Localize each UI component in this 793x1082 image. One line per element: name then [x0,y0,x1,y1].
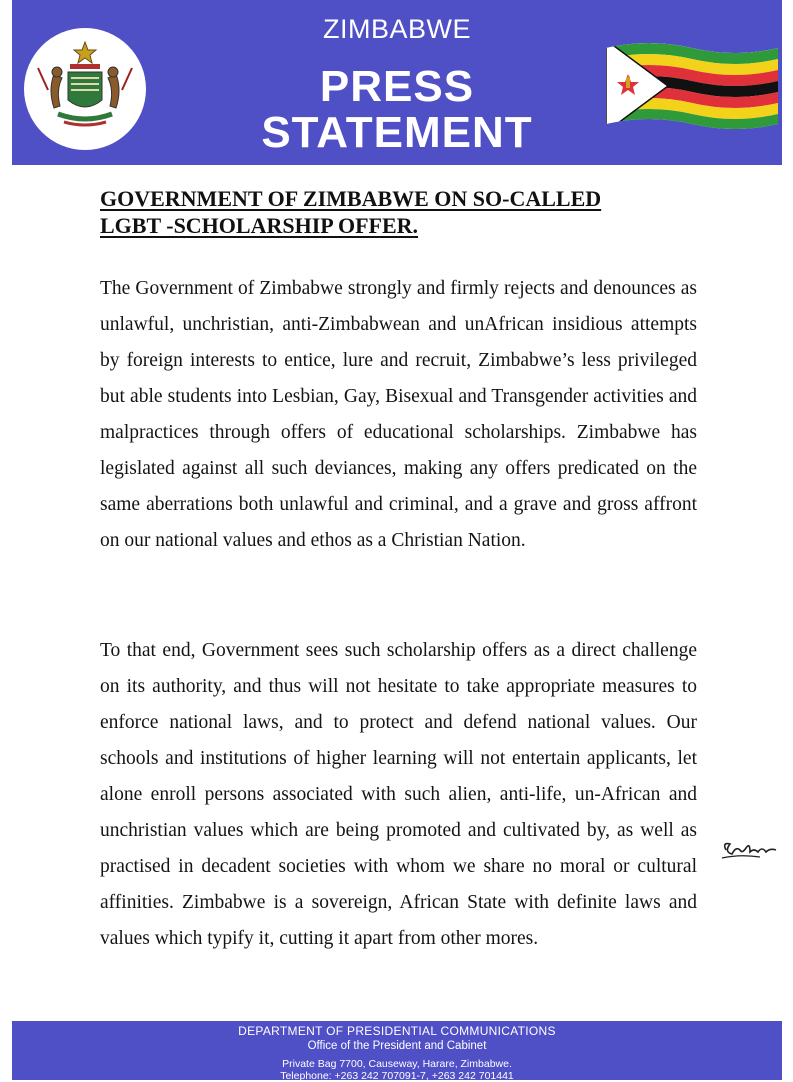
zimbabwe-flag-icon [606,40,778,132]
country-name: ZIMBABWE [322,14,471,44]
footer-office: Office of the President and Cabinet [307,1040,487,1052]
headline-line-1: GOVERNMENT OF ZIMBABWE ON SO-CALLED [100,186,602,211]
signature-initials [720,836,780,864]
body-paragraph-2: To that end, Government sees such scholarship offers as a direct challenge on its authority, and thus will not hesitate to take appropriate measures to enforce national laws, and to protect and defend national values. Our schools and institutions of higher learning will not entertain applicants, let alone enroll persons associated with such alien, anti-life, un-African and unchristian values which are being promoted and cultivated by, as well as practised in decadent societies with whom we share no moral or cultural affinities. Zimbabwe is a sovereign, African State with definite laws and values which typify it, cutting it apart from other mores. [100,640,697,949]
footer-address: Private Bag 7700, Causeway, Harare, Zimbabwe. [282,1058,512,1070]
headline-line-2: LGBT -SCHOLARSHIP OFFER. [100,213,419,238]
body-paragraph-1: The Government of Zimbabwe strongly and firmly rejects and denounces as unlawful, unchristian, anti-Zimbabwean and unAfrican insidious attempts by foreign interests to entice, lure and recruit, Zimbabwe’s less privileged but able students into Lesbian, Gay, Bisexual and Transgender activities and malpractices through offers of educational scholarships. Zimbabwe has legislated against all such deviances, making any offers predicated on the same aberrations both unlawful and criminal, and a grave and gross affront on our national values and ethos as a Christian Nation. [100,278,697,551]
press-header-banner [12,0,782,165]
title-line-2: STATEMENT [261,108,533,157]
press-footer-banner [12,1021,782,1080]
statement-headline [100,185,700,239]
footer-department: DEPARTMENT OF PRESIDENTIAL COMMUNICATIONS [238,1024,556,1038]
footer-telephone: Telephone: +263 242 707091-7, +263 242 701441 [280,1070,514,1082]
title-line-1: PRESS [319,62,475,111]
